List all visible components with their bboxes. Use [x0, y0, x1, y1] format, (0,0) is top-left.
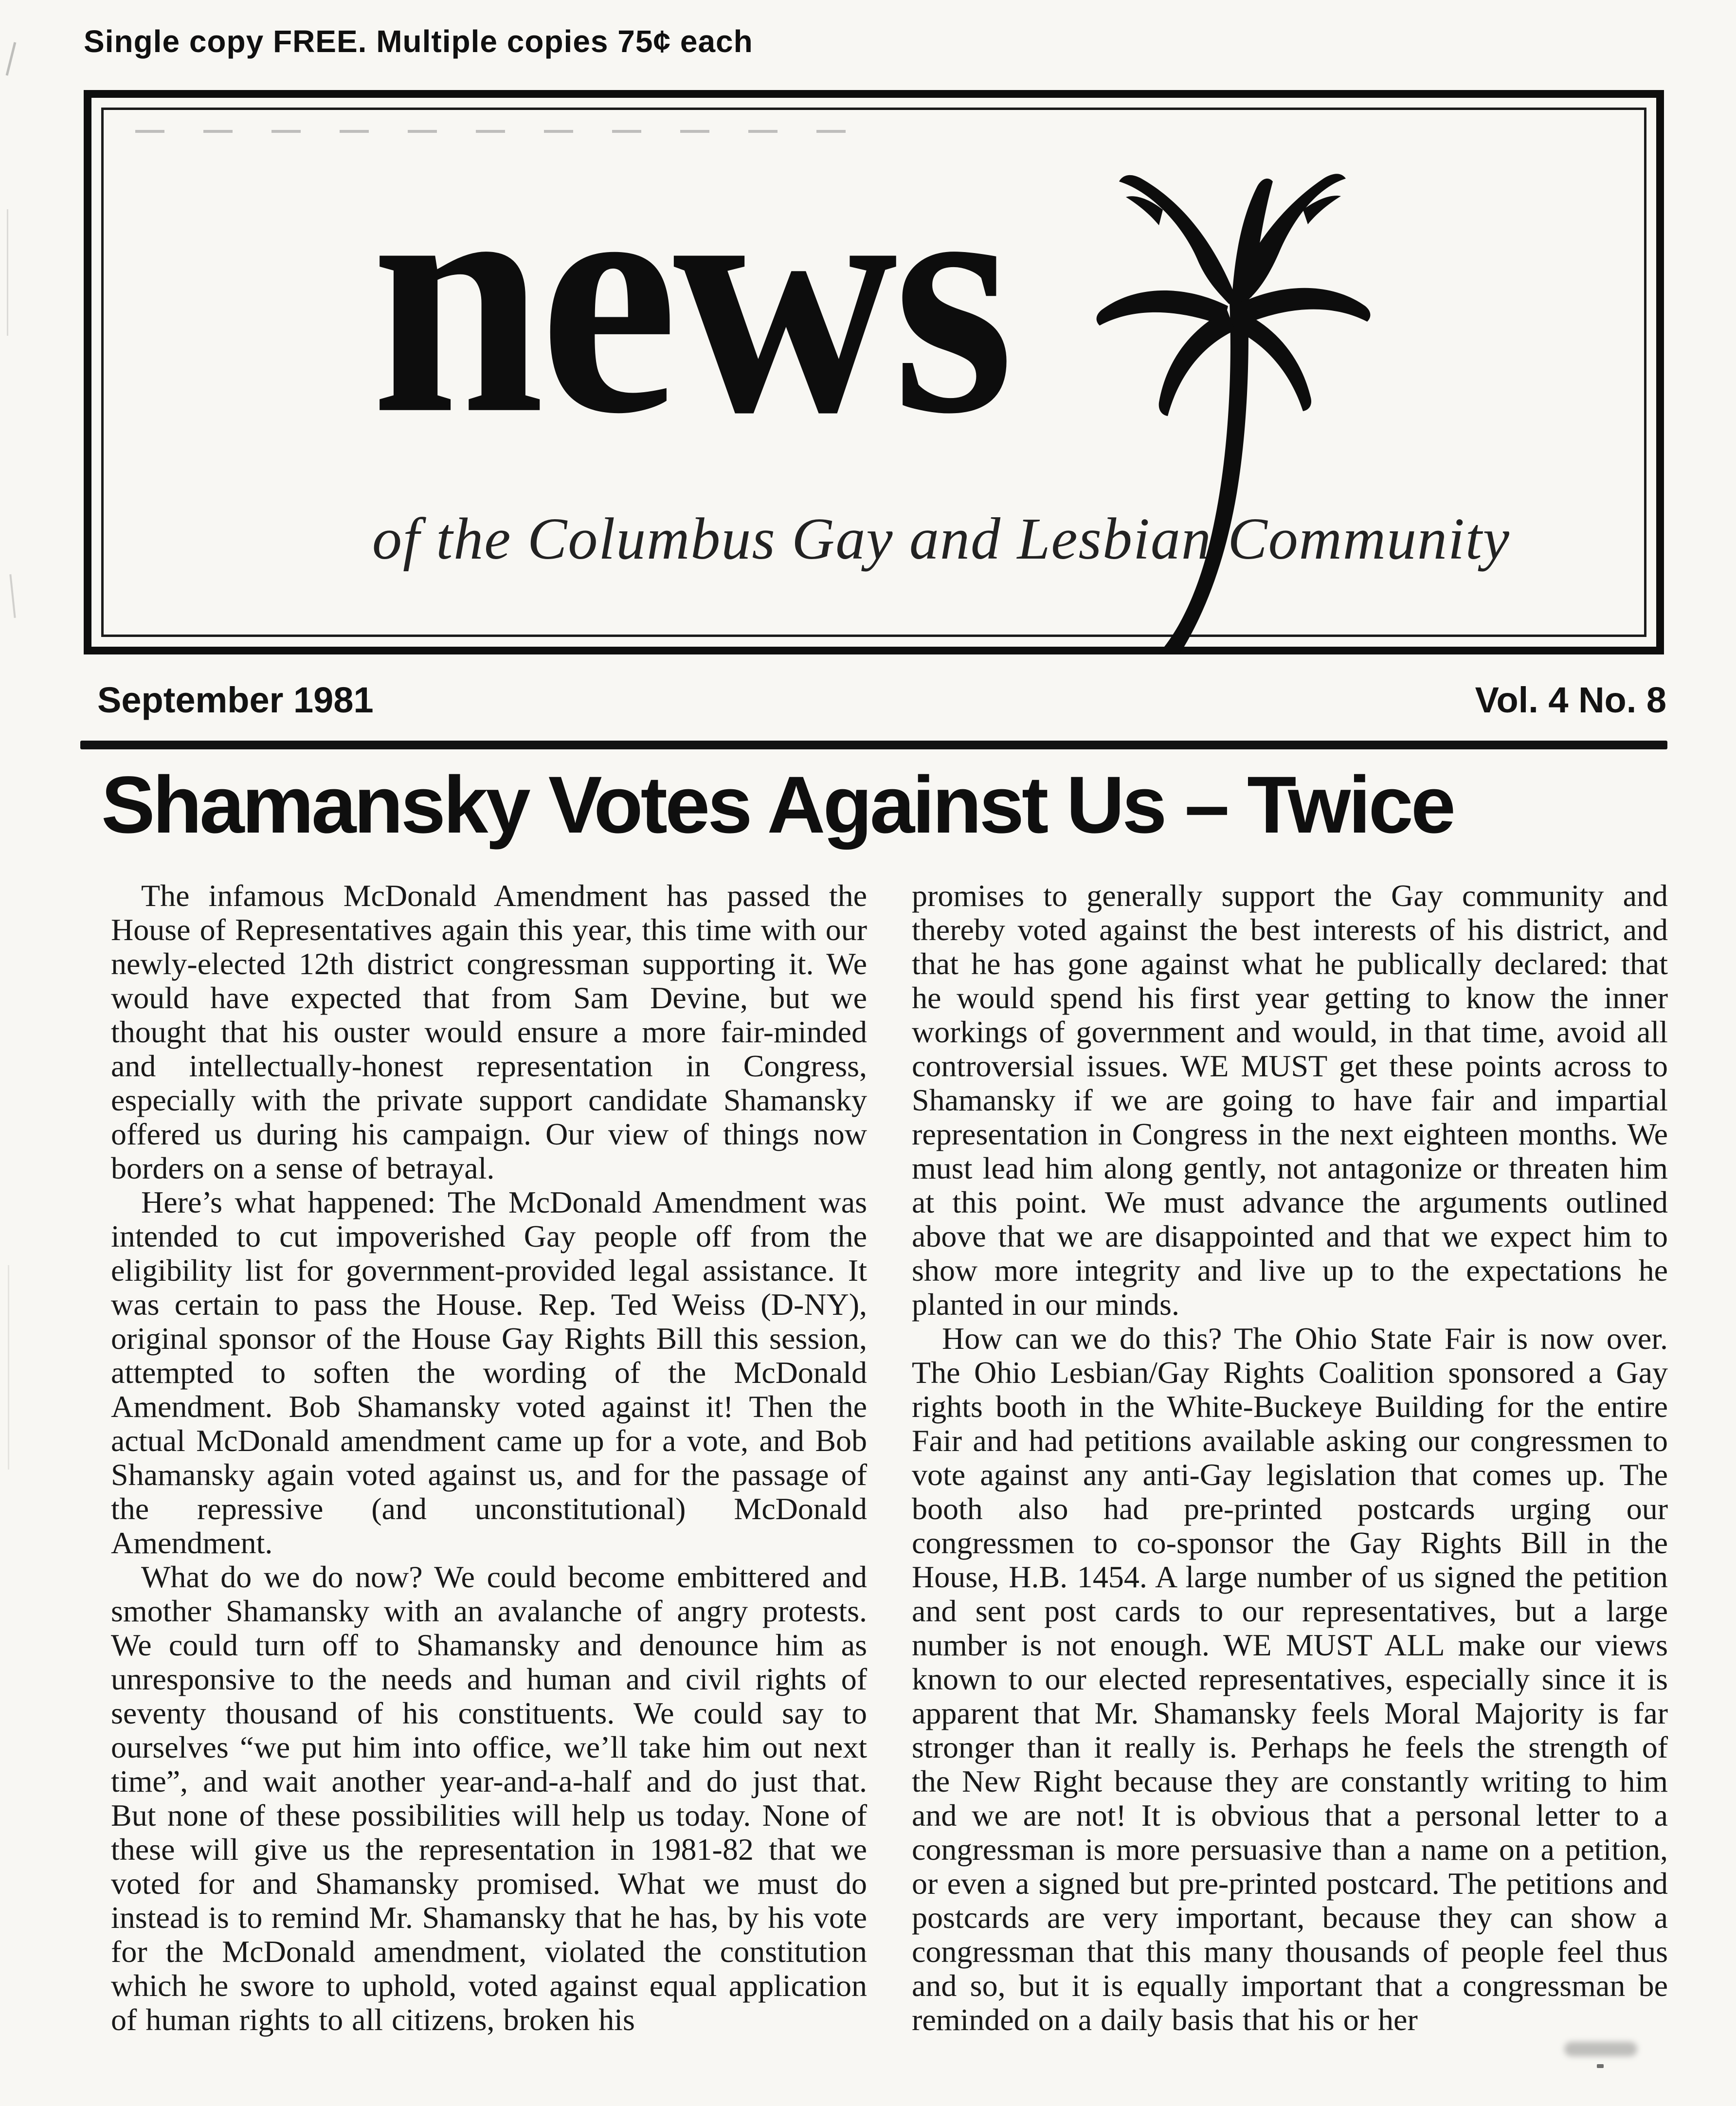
scan-artifact — [7, 209, 8, 336]
scan-smudge-dot — [1597, 2064, 1604, 2068]
article-paragraph: What do we do now? We could become embittered and smother Shamansky with an avalanche of angry protests. We could turn off to Shamansky and denounce him as unresponsive to the needs and human and civil rights of seventy thousand of his constituents. We could say to ourselves “we put him into office, we’ll take him out next time”, and wait another year-and-a-half and do just that. But none of these possibilities will help us today. None of these will give us the representation in 1981-82 that we voted for and Shamansky promised. What we must do instead is to remind Mr. Shamansky that he has, by his vote for the McDonald amendment, violated the constitution which he swore to uphold, voted against equal application of human rights to all citizens, broken his — [111, 1560, 867, 2037]
palm-tree-icon — [1074, 137, 1395, 654]
article-paragraph: Here’s what happened: The McDonald Amendment was intended to cut impoverished Gay people off from the eligibility list for government-provided legal assistance. It was certain to pass the House. Rep. Ted Weiss (D-NY), original sponsor of the House Gay Rights Bill this session, attempted to soften the wording of the McDonald Amendment. Bob Shamansky voted against it! Then the actual McDonald amendment came up for a vote, and Bob Shamansky again voted against us, and for the passage of the repressive (and unconstitutional) McDonald Amendment. — [111, 1185, 867, 1560]
article-paragraph: The infamous McDonald Amendment has passed the House of Representatives again this year, this time with our newly-elected 12th district congressman supporting it. We would have expected that from Sam Devine, but we thought that his ouster would ensure a more fair-minded and intellectually-honest representation in Congress, especially with the private support candidate Shamansky offered us during his campaign. Our view of things now borders on a sense of betrayal. — [111, 878, 867, 1185]
article-headline: Shamansky Votes Against Us – Twice — [101, 760, 1454, 850]
scan-smudge — [1564, 2042, 1637, 2056]
dateline-row — [97, 679, 1666, 721]
scan-artifact — [9, 574, 16, 618]
article-body — [111, 879, 1668, 2076]
article-paragraph: How can we do this? The Ohio State Fair is now over. The Ohio Lesbian/Gay Rights Coalition sponsored a Gay rights booth in the White-Buckeye Building for the entire Fair and had petitions available asking our congressmen to vote against any anti-Gay legislation that comes up. The booth also had pre-printed postcards urging our congressmen to co-sponsor the Gay Rights Bill in the House, H.B. 1454. A large number of us signed the petition and sent post cards to our representatives, but a large number is not enough. WE MUST ALL make our views known to our elected representatives, especially since it is apparent that Mr. Shamansky feels Moral Majority is far stronger than it really is. Perhaps he feels the strength of the New Right because they are constantly writing to him and we are not! It is obvious that a personal letter to a congressman is more persuasive than a name on a petition, or even a signed but pre-printed postcard. The petitions and postcards are very important, because they can show a congressman that this many thousands of people feel thus and so, but it is equally important that a congressman be reminded on a daily basis that his or her — [912, 1321, 1668, 2037]
headline-divider-rule — [80, 741, 1667, 749]
masthead-tagline: of the Columbus Gay and Lesbian Community — [372, 506, 1510, 572]
masthead-box — [84, 90, 1664, 654]
issue-date: September 1981 — [97, 680, 374, 720]
scan-artifact — [8, 1265, 9, 1470]
article-column-left — [111, 879, 867, 2076]
masthead-title: news — [371, 111, 1010, 483]
copy-price-note: Single copy FREE. Multiple copies 75¢ each — [84, 24, 753, 59]
scan-artifact — [6, 42, 17, 75]
article-column-right — [912, 879, 1668, 2076]
volume-number: Vol. 4 No. 8 — [1475, 680, 1666, 720]
article-paragraph: promises to generally support the Gay community and thereby voted against the best interests of his district, and that he has gone against what he publically declared: that he would spend his first year getting to know the inner workings of government and would, in that time, avoid all controversial issues. WE MUST get these points across to Shamansky if we are going to have fair and impartial representation in Congress in the next eighteen months. We must lead him along gently, not antagonize or threaten him at this point. We must advance the arguments outlined above that we are disappointed and that we expect him to show more integrity and live up to the expectations he planted in our minds. — [912, 878, 1668, 1322]
